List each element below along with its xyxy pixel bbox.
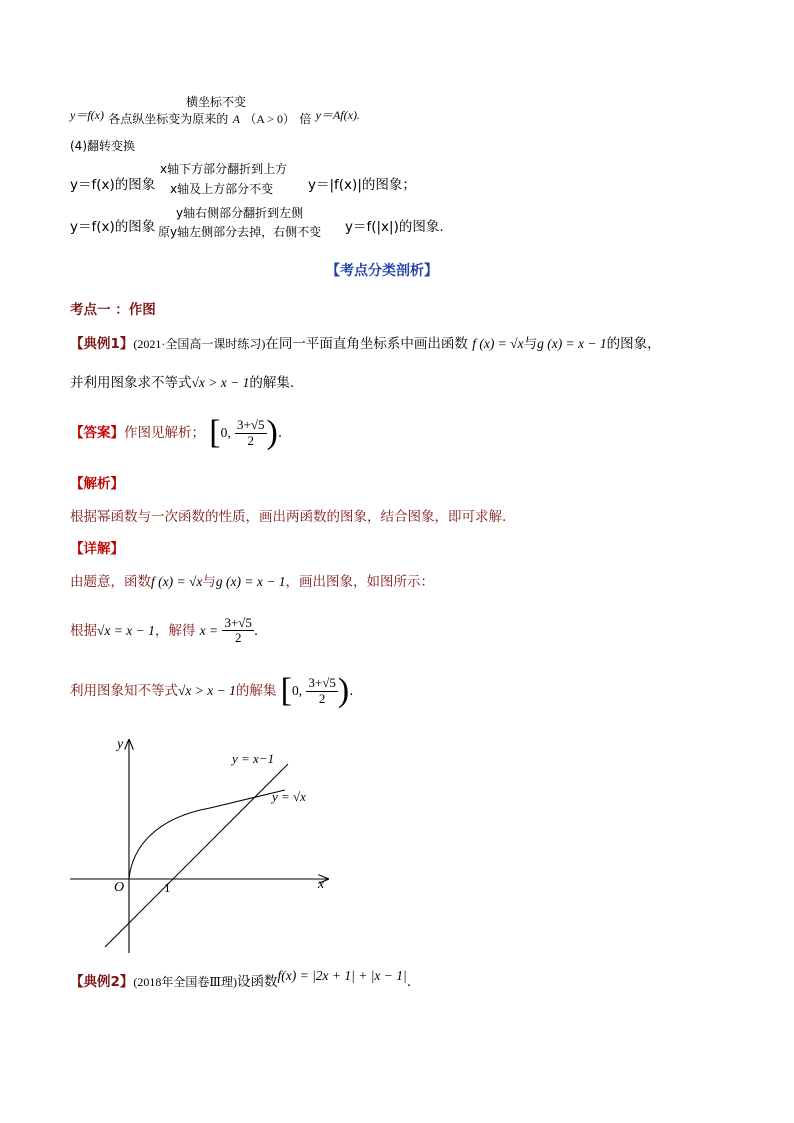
detail-line1-a: 由题意，函数 bbox=[70, 574, 151, 590]
line-y-x-minus-1 bbox=[105, 764, 288, 947]
detail-line1 bbox=[70, 570, 434, 590]
line-label: y = x−1 bbox=[232, 751, 275, 766]
flip2-right-eq: y＝f(|x|)的图象. bbox=[345, 219, 444, 235]
answer-denominator: 2 bbox=[247, 432, 255, 448]
detail-left-bracket: [ bbox=[280, 672, 292, 709]
detail-line1-b: ，画出图象，如图所示： bbox=[285, 574, 434, 590]
example1-line2-b: 的解集. bbox=[249, 375, 295, 391]
detail-right-bracket: ) bbox=[337, 672, 350, 709]
example2-tag: 【典例2】 bbox=[70, 974, 134, 990]
example2-line bbox=[70, 970, 411, 990]
detail-line3-end: . bbox=[349, 683, 354, 699]
answer-right-bracket: ) bbox=[266, 414, 278, 451]
scale-left-eq: y＝f(x) bbox=[70, 108, 104, 122]
scale-transform-line bbox=[70, 106, 360, 126]
detail-line2-end: . bbox=[253, 622, 259, 639]
example1-f-def: f (x) = √x bbox=[472, 336, 524, 351]
detail-and: 与 bbox=[202, 574, 216, 590]
detail-inequality: √x > x − 1 bbox=[178, 683, 236, 698]
scale-times: 倍 bbox=[299, 112, 312, 126]
example1-text-a: 在同一平面直角坐标系中画出函数 bbox=[265, 336, 468, 352]
analysis-text: 根据幂函数与一次函数的性质，画出两函数的图象，结合图象，即可求解. bbox=[70, 509, 507, 525]
flip1-right-eq: y＝|f(x)|的图象； bbox=[308, 177, 416, 193]
flip2-left-eq: y＝f(x)的图象 bbox=[70, 219, 156, 235]
detail-line2-b: ，解得 bbox=[154, 622, 196, 639]
kaodian-heading: 考点一 ：作图 bbox=[70, 302, 156, 318]
function-graph bbox=[60, 728, 350, 960]
flip-heading: (4)翻转变换 bbox=[70, 139, 135, 153]
section-title: 【考点分类剖析】 bbox=[326, 263, 438, 279]
origin-label: O bbox=[114, 880, 125, 895]
scale-mid-text: 各点纵坐标变为原来的 bbox=[108, 112, 229, 126]
example2-text: 设函数 bbox=[236, 974, 278, 990]
analysis-tag: 【解析】 bbox=[70, 476, 124, 492]
answer-line bbox=[70, 416, 282, 450]
flip2-annot-bottom: 原y轴左侧部分去掉，右侧不变 bbox=[158, 225, 322, 239]
example1-g-def: g (x) = x − 1 bbox=[537, 336, 607, 351]
detail-line3-a: 利用图象知不等式 bbox=[70, 683, 178, 699]
scale-condition: （A > 0） bbox=[244, 112, 296, 126]
detail-interval-fraction bbox=[306, 676, 337, 706]
curve-sqrt-x bbox=[129, 790, 285, 879]
example1-tag: 【典例1】 bbox=[70, 336, 134, 352]
scale-annotation-top: 横坐标不变 bbox=[186, 95, 247, 109]
detail-x-eq: x = bbox=[199, 622, 219, 638]
scale-a-letter: A bbox=[232, 112, 240, 126]
detail-interval-numerator: 3+√5 bbox=[308, 675, 336, 691]
detail-interval-denominator: 2 bbox=[318, 690, 326, 706]
example1-inequality: √x > x − 1 bbox=[191, 375, 250, 390]
answer-tail: . bbox=[277, 425, 283, 441]
detail-line2 bbox=[70, 616, 258, 646]
detail-line2-a: 根据 bbox=[70, 622, 97, 639]
detail-denominator: 2 bbox=[234, 630, 242, 646]
answer-fraction bbox=[235, 418, 266, 448]
answer-text: 作图见解析； bbox=[124, 425, 205, 441]
y-axis-label: y bbox=[117, 737, 124, 752]
tick-one-label: 1 bbox=[164, 880, 171, 895]
detail-numerator: 3+√5 bbox=[224, 615, 252, 630]
x-axis-label: x bbox=[318, 877, 325, 892]
detail-line3 bbox=[70, 674, 354, 708]
example1-source: (2021·全国高一课时练习) bbox=[133, 337, 266, 351]
answer-tag: 【答案】 bbox=[70, 425, 124, 441]
detail-interval-left: 0, bbox=[292, 683, 303, 698]
flip1-annot-top: x轴下方部分翻折到上方 bbox=[160, 162, 288, 176]
example1-line2 bbox=[70, 371, 294, 391]
flip1-left-eq: y＝f(x)的图象 bbox=[70, 177, 156, 193]
flip2-annot-top: y轴右侧部分翻折到左侧 bbox=[176, 206, 304, 220]
flip1-annot-bottom: x轴及上方部分不变 bbox=[170, 182, 274, 196]
example1-line1 bbox=[70, 332, 661, 352]
example2-f-def: f(x) = |2x + 1| + |x − 1| bbox=[277, 968, 407, 983]
detail-tag: 【详解】 bbox=[70, 541, 124, 557]
scale-right-eq: y＝Af(x). bbox=[315, 108, 360, 122]
detail-line3-b: 的解集 bbox=[235, 683, 277, 699]
example1-and: 与 bbox=[523, 336, 538, 352]
example1-text-b: 的图象， bbox=[606, 336, 661, 352]
curve-label: y = √x bbox=[272, 789, 306, 804]
detail-f-def: f (x) = √x bbox=[151, 574, 203, 589]
example2-tail: . bbox=[406, 974, 412, 990]
answer-left-bracket: [ bbox=[209, 414, 221, 451]
answer-interval-left: 0, bbox=[220, 425, 231, 440]
detail-g-def: g (x) = x − 1 bbox=[215, 574, 286, 589]
example2-source: (2018年全国卷Ⅲ理) bbox=[133, 975, 237, 989]
answer-numerator: 3+√5 bbox=[237, 417, 265, 433]
example1-line2-a: 并利用图象求不等式 bbox=[70, 375, 192, 391]
detail-fraction bbox=[222, 616, 253, 646]
detail-equation: √x = x − 1 bbox=[97, 622, 155, 638]
